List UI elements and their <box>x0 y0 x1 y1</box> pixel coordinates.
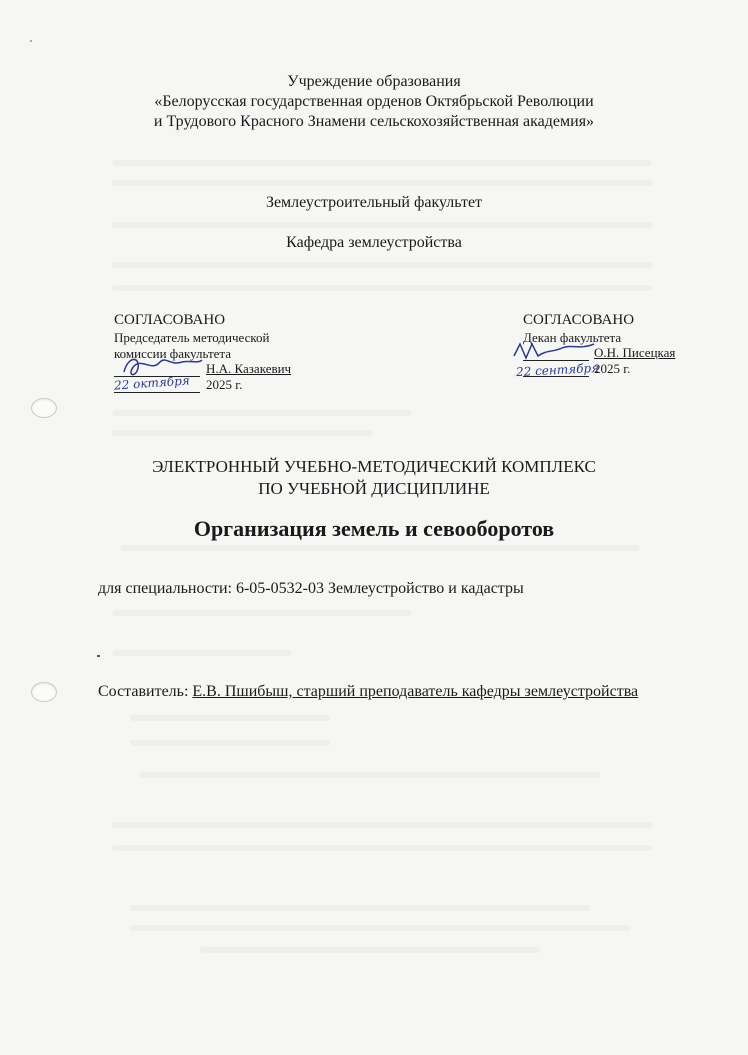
institution-line1: Учреждение образования <box>287 73 461 90</box>
institution-line3: и Трудового Красного Знамени сельскохозяйственная академия» <box>153 113 595 130</box>
approval-right-role-line1: Декан факультета <box>523 330 622 345</box>
complex-title-line1: ЭЛЕКТРОННЫЙ УЧЕБНО-МЕТОДИЧЕСКИЙ КОМПЛЕКС <box>152 457 596 476</box>
scan-speck <box>97 655 100 657</box>
discipline-title: Организация земель и севооборотов <box>193 516 555 541</box>
complex-title-line2: ПО УЧЕБНОЙ ДИСЦИПЛИНЕ <box>258 479 490 498</box>
author-value: Е.В. Пшибыш, старший преподаватель кафедры землеустройства <box>192 683 639 700</box>
approval-right-heading: СОГЛАСОВАНО <box>523 312 635 328</box>
approval-right-date: 22 сентября <box>515 360 600 380</box>
approval-right-year: 2025 г. <box>594 361 631 376</box>
binder-hole-bottom <box>31 682 57 702</box>
faculty-name: Землеустроительный факультет <box>265 194 483 211</box>
specialty-line: для специальности: 6-05-0532-03 Землеустройство и кадастры <box>98 580 524 597</box>
binder-hole-top <box>31 398 57 418</box>
institution-line2: «Белорусская государственная орденов Октябрьской Революции <box>154 93 594 110</box>
approval-left-name: Н.А. Казакевич <box>206 361 292 376</box>
approval-left-role-line2: комиссии факультета <box>114 346 232 361</box>
approval-left-heading: СОГЛАСОВАНО <box>114 312 226 328</box>
author-line <box>98 682 638 702</box>
scan-speck <box>30 40 32 42</box>
author-label: Составитель: <box>98 683 193 700</box>
approval-left-year: 2025 г. <box>206 377 243 392</box>
department-name: Кафедра землеустройства <box>286 234 462 251</box>
approval-left-date: 22 октября <box>113 373 191 393</box>
approval-left-role-line1: Председатель методической <box>114 330 270 345</box>
approval-right-name: О.Н. Писецкая <box>594 345 676 360</box>
